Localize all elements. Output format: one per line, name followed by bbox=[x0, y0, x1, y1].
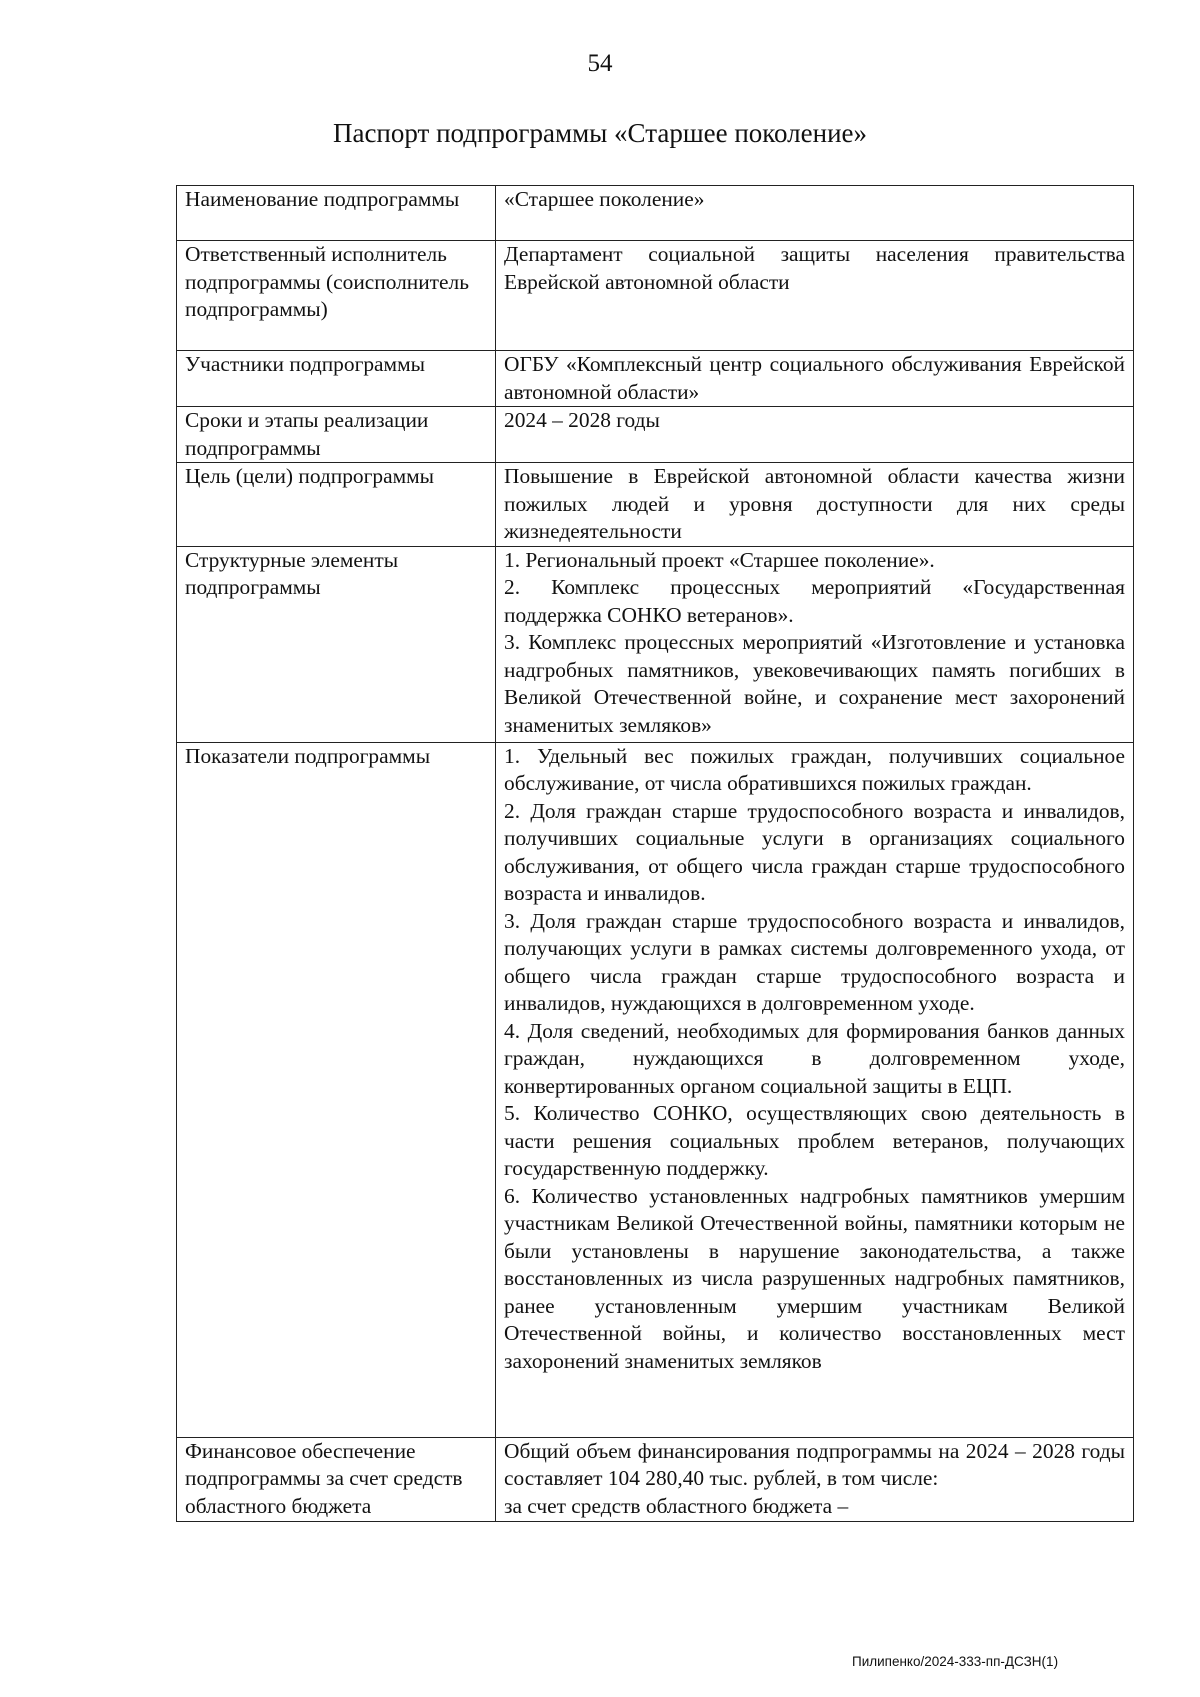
page-title: Паспорт подпрограммы «Старшее поколение» bbox=[332, 118, 868, 148]
row-label: Структурные элементы подпрограммы bbox=[177, 546, 496, 742]
row-value bbox=[496, 742, 1134, 1437]
row-value bbox=[496, 463, 1134, 547]
row-label: Ответственный исполнитель подпрограммы (соисполнитель подпрограммы) bbox=[177, 241, 496, 351]
value-line: «Старшее поколение» bbox=[504, 187, 705, 211]
table-row bbox=[177, 546, 1134, 742]
table-row bbox=[177, 241, 1134, 351]
value-line: Департамент социальной защиты населения правительства Еврейской автономной области bbox=[504, 242, 1125, 294]
table-row bbox=[177, 463, 1134, 547]
row-value bbox=[496, 241, 1134, 351]
value-line: Общий объем финансирования подпрограммы на 2024 – 2028 годы составляет 104 280,40 тыс. рублей, в том числе: bbox=[504, 1438, 1125, 1490]
row-label: Показатели подпрограммы bbox=[177, 742, 496, 1437]
value-line: за счет средств областного бюджета – bbox=[504, 1493, 849, 1518]
passport-table bbox=[176, 185, 1134, 1522]
value-line: 3. Комплекс процессных мероприятий «Изготовление и установка надгробных памятников, увековечивающих память погибших в Великой Отечественной войне, и сохранение мест захоронений знаменитых земляков» bbox=[504, 630, 1125, 737]
row-value bbox=[496, 1437, 1134, 1521]
value-line: ОГБУ «Комплексный центр социального обслуживания Еврейской автономной области» bbox=[504, 352, 1125, 404]
table-row bbox=[177, 742, 1134, 1437]
value-line: 1. Региональный проект «Старшее поколение». bbox=[504, 547, 935, 572]
document-code: Пилипенко/2024-333-пп-ДСЗН(1) bbox=[852, 1654, 1059, 1669]
value-line: 6. Количество установленных надгробных памятников умершим участникам Великой Отечественной войны, памятники которым не были установлены в нарушение законодательства, а также восстановленных из числа разрушенных надгробных памятников, ранее установленным умершим участникам Великой Отечественной войны, и количество восстановленных мест захоронений знаменитых земляков bbox=[504, 1183, 1125, 1373]
row-value bbox=[496, 186, 1134, 241]
row-label: Наименование подпрограммы bbox=[177, 186, 496, 241]
table-row bbox=[177, 1437, 1134, 1521]
page-number: 54 bbox=[587, 50, 613, 77]
value-line: 2024 – 2028 годы bbox=[504, 408, 660, 432]
value-line: 1. Удельный вес пожилых граждан, получивших социальное обслуживание, от числа обратившихся пожилых граждан. bbox=[504, 743, 1125, 795]
value-line: 3. Доля граждан старше трудоспособного возраста и инвалидов, получающих услуги в рамках системы долговременного ухода, от общего числа граждан старше трудоспособного возраста и инвалидов, нуждающихся в долговременном уходе. bbox=[504, 908, 1125, 1015]
table-row bbox=[177, 186, 1134, 241]
row-label: Участники подпрограммы bbox=[177, 351, 496, 407]
value-line: Повышение в Еврейской автономной области качества жизни пожилых людей и уровня доступности для них среды жизнедеятельности bbox=[504, 464, 1125, 543]
table-row bbox=[177, 351, 1134, 407]
row-value bbox=[496, 407, 1134, 463]
value-line: 4. Доля сведений, необходимых для формирования банков данных граждан, нуждающихся в долговременном уходе, конвертированных органом социальной защиты в ЕЦП. bbox=[504, 1018, 1125, 1098]
value-line: 5. Количество СОНКО, осуществляющих свою деятельность в части решения социальных проблем ветеранов, получающих государственную поддержку. bbox=[504, 1101, 1125, 1180]
row-label: Финансовое обеспечение подпрограммы за счет средств областного бюджета bbox=[177, 1437, 496, 1521]
table-row bbox=[177, 407, 1134, 463]
row-value bbox=[496, 546, 1134, 742]
row-label: Сроки и этапы реализации подпрограммы bbox=[177, 407, 496, 463]
value-line: 2. Комплекс процессных мероприятий «Государственная поддержка СОНКО ветеранов». bbox=[504, 575, 1125, 627]
row-value bbox=[496, 351, 1134, 407]
value-line: 2. Доля граждан старше трудоспособного возраста и инвалидов, получивших социальные услуги в организациях социального обслуживания, от общего числа граждан старше трудоспособного возраста и инвалидов. bbox=[504, 798, 1125, 905]
row-label: Цель (цели) подпрограммы bbox=[177, 463, 496, 547]
